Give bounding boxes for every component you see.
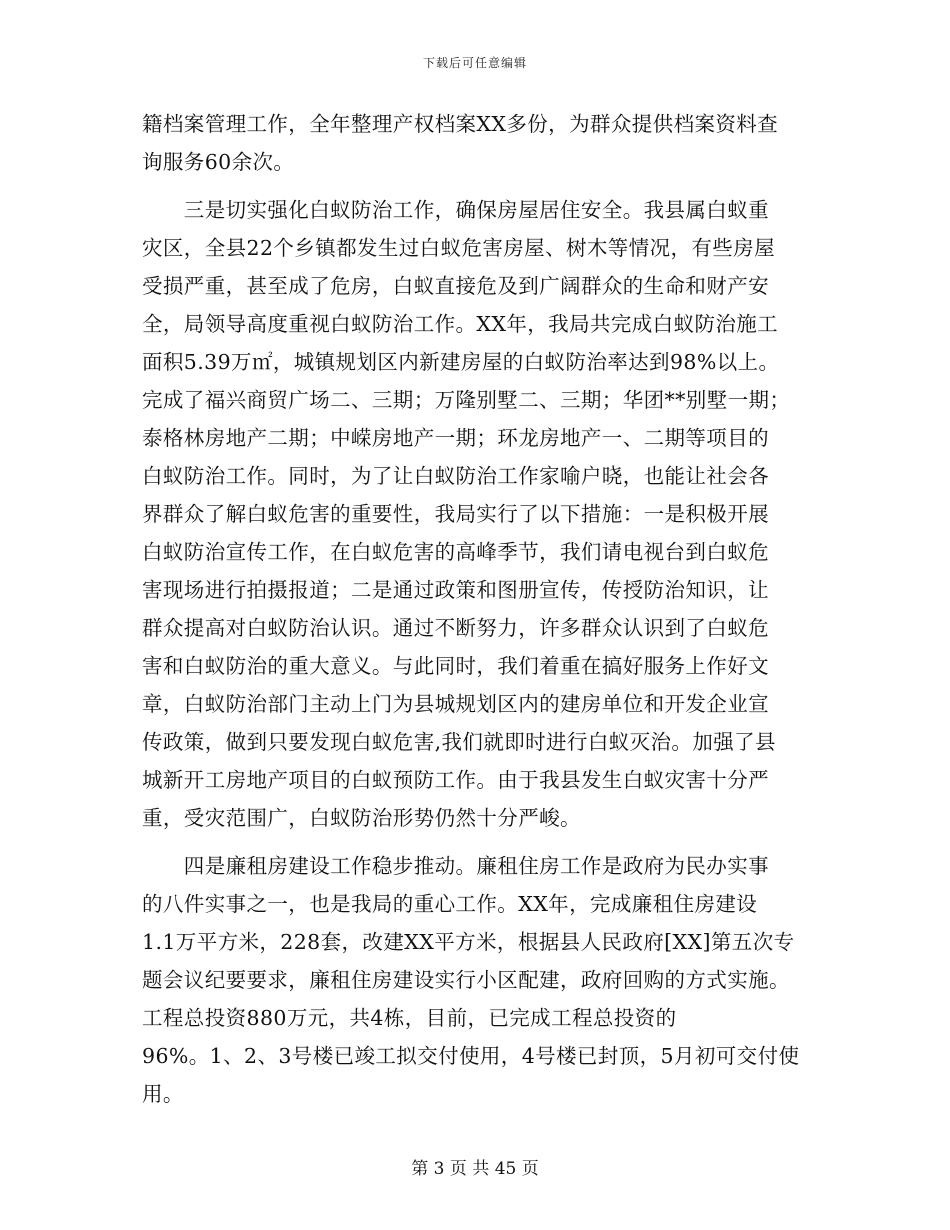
text-line: 询服务60余次。: [142, 150, 295, 174]
text-line: 泰格林房地产二期；中嵘房地产一期；环龙房地产一、二期等项目的: [142, 426, 769, 450]
text-line: 三是切实强化白蚁防治工作，确保房屋居住安全。我县属白蚁重: [142, 198, 769, 222]
text-line: [142, 1113, 812, 1151]
text-line: 灾区，全县22个乡镇都发生过白蚁危害房屋、树木等情况，有些房屋: [142, 236, 775, 260]
text-line: 传政策，做到只要发现白蚁危害,我们就即时进行白蚁灭治。加强了县: [142, 730, 776, 754]
text-line: 城新开工房地产项目的白蚁预防工作。由于我县发生白蚁灾害十分严: [142, 768, 769, 792]
text-line: 全，局领导高度重视白蚁防治工作。XX年，我局共完成白蚁防治施工: [142, 312, 779, 336]
text-line: 受损严重，甚至成了危房，白蚁直接危及到广阔群众的生命和财产安: [142, 274, 769, 298]
text-line: 完成了福兴商贸广场二、三期；万隆别墅二、三期；华团**别墅一期；: [142, 388, 791, 412]
text-line: 四是廉租房建设工作稳步推动。廉租住房工作是政府为民办实事: [142, 854, 769, 878]
text-line: 籍档案管理工作，全年整理产权档案XX多份，为群众提供档案资料查: [142, 112, 779, 136]
text-line: 白蚁防治工作。同时，为了让白蚁防治工作家喻户晓，也能让社会各: [142, 464, 769, 488]
text-line: 1.1万平方米，228套，改建XX平方米，根据县人民政府[XX]第五次专: [142, 930, 795, 954]
text-line: 害现场进行拍摄报道；二是通过政策和图册宣传，传授防治知识，让: [142, 578, 769, 602]
text-line: 面积5.39万㎡，城镇规划区内新建房屋的白蚁防治率达到98%以上。: [142, 350, 780, 374]
text-line: 章，白蚁防治部门主动上门为县城规划区内的建房单位和开发企业宣: [142, 692, 769, 716]
page-header: 下载后可任意编辑: [422, 56, 527, 70]
text-line: 96%。1、2、3号楼已竣工拟交付使用，4号楼已封顶，5月初可交付使: [142, 1044, 800, 1068]
text-line: 工程总投资880万元，共4栋，目前，已完成工程总投资的: [142, 1006, 677, 1030]
text-line: 群众提高对白蚁防治认识。通过不断努力，许多群众认识到了白蚁危: [142, 616, 769, 640]
page-number: 第 3 页 共 45 页: [411, 1159, 539, 1179]
text-line: 重，受灾范围广，白蚁防治形势仍然十分严峻。: [142, 806, 581, 830]
text-line: 的八件实事之一，也是我局的重心工作。XX年，完成廉租住房建设: [142, 892, 758, 916]
text-line: 害和白蚁防治的重大意义。与此同时，我们着重在搞好服务上作好文: [142, 654, 769, 678]
text-line: 界群众了解白蚁危害的重要性，我局实行了以下措施：一是积极开展: [142, 502, 769, 526]
document-body: [142, 105, 812, 1151]
text-line: 题会议纪要要求，廉租住房建设实行小区配建，政府回购的方式实施。: [142, 968, 790, 992]
text-line: 用。: [142, 1082, 184, 1106]
text-line: 白蚁防治宣传工作，在白蚁危害的高峰季节，我们请电视台到白蚁危: [142, 540, 769, 564]
